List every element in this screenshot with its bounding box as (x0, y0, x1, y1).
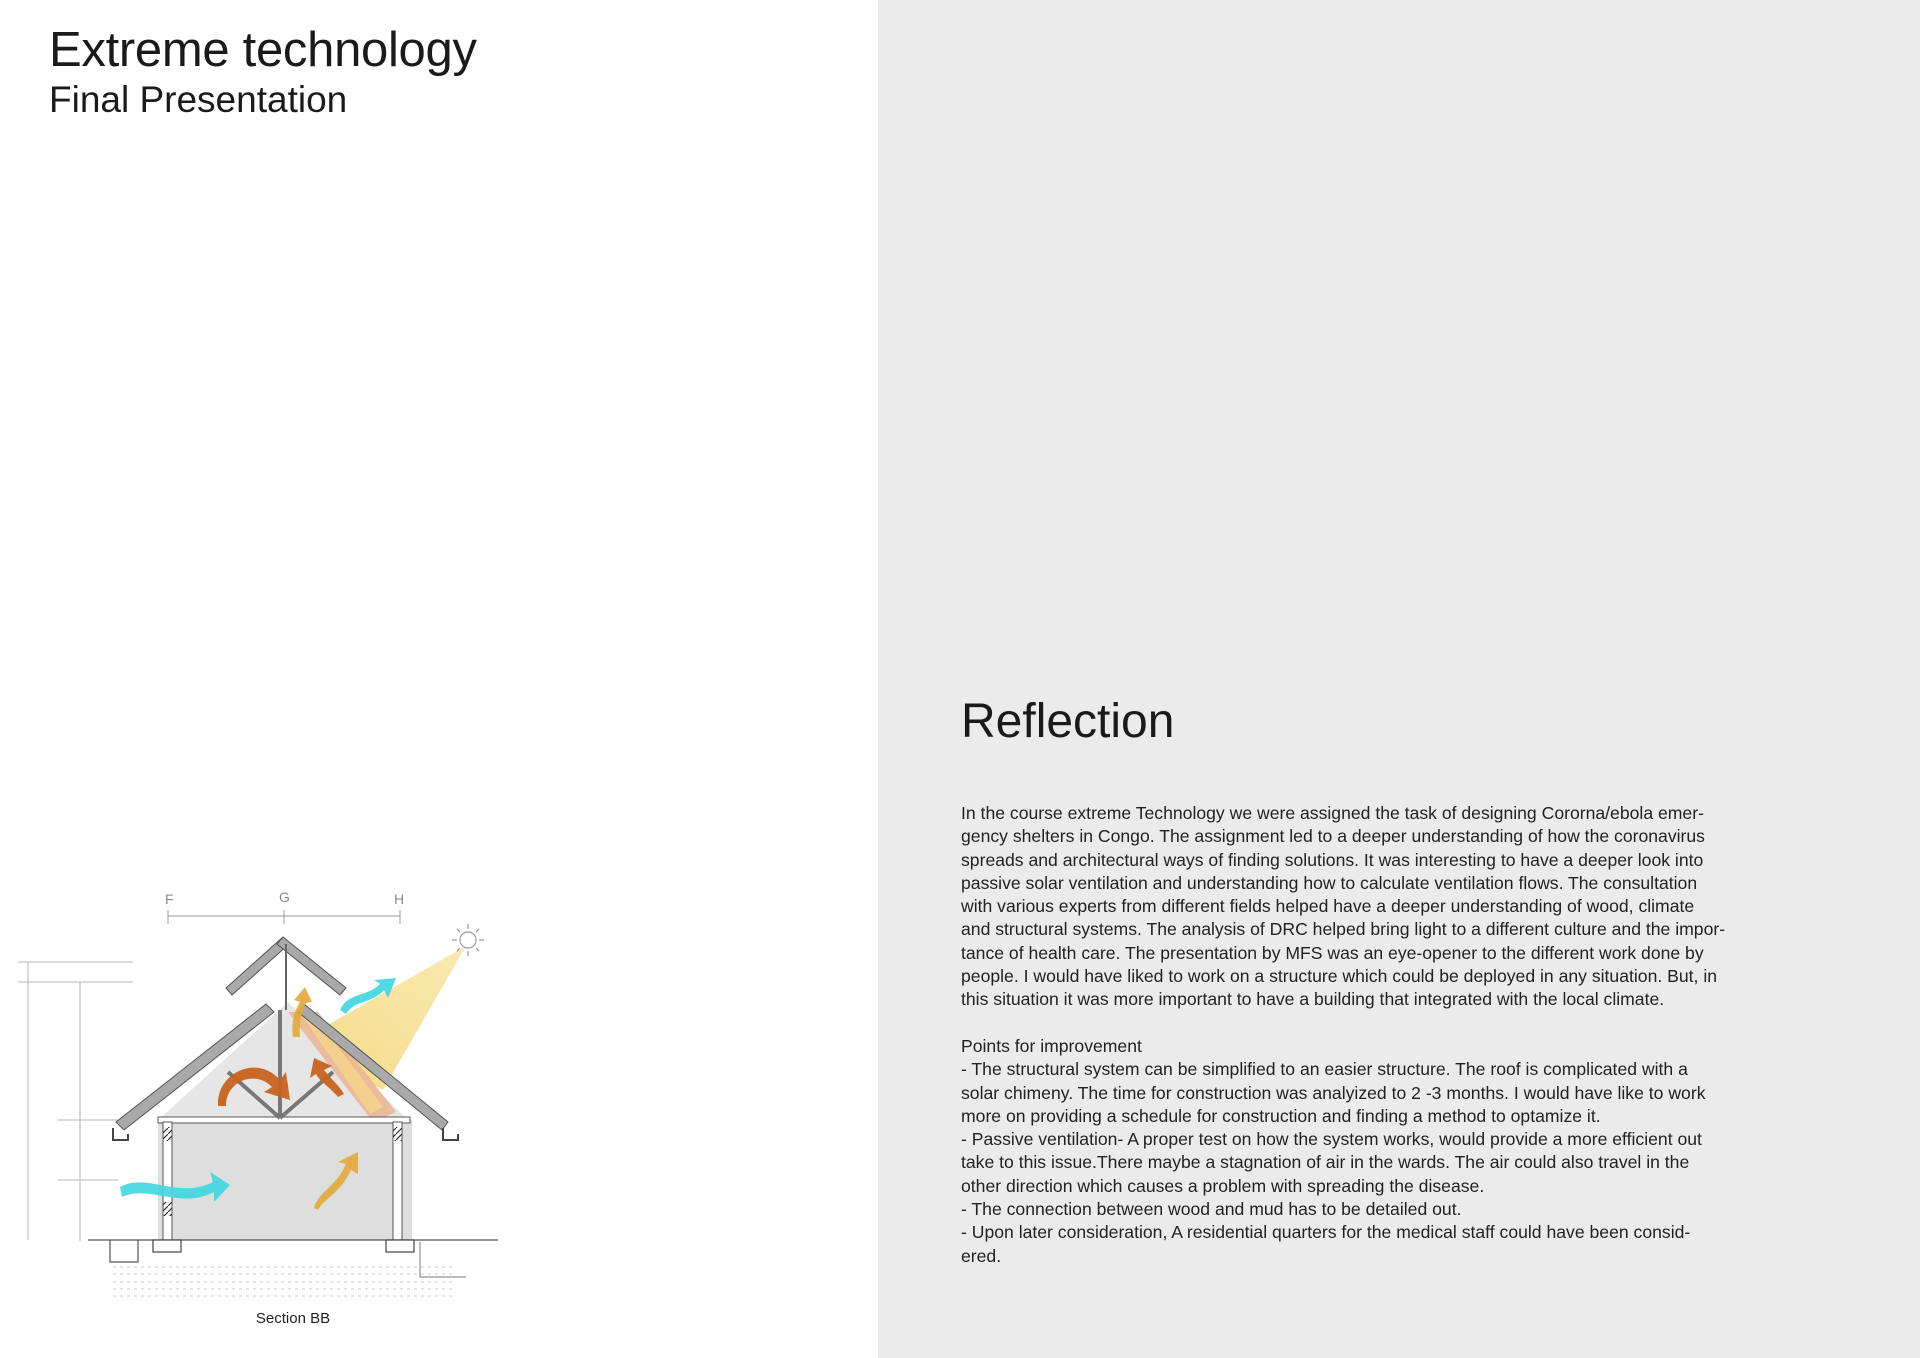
points-line: other direction which causes a problem with spreading the disease. (961, 1175, 1485, 1196)
paragraph-line: tance of health care. The presentation by MFS was an eye-opener to the different work done by (961, 942, 1704, 963)
points-line: - The structural system can be simplified to an easier structure. The roof is complicated with a (961, 1059, 1688, 1080)
paragraph-line: spreads and architectural ways of finding solutions. It was interesting to have a deeper look into (961, 849, 1704, 870)
document-subtitle: Final Presentation (49, 79, 348, 120)
paragraph-line: passive solar ventilation and understanding how to calculate ventilation flows. The consultation (961, 872, 1698, 893)
drain-right (420, 1242, 466, 1277)
points-line: - Passive ventilation- A proper test on how the system works, would provide a more efficient out (961, 1129, 1702, 1150)
right-foundation (386, 1240, 414, 1252)
paragraph-line: In the course extreme Technology we were assigned the task of designing Cororna/ebola emer- (961, 803, 1704, 823)
points-line: more on providing a schedule for construction and finding a method to optamize it. (961, 1105, 1601, 1126)
left-gutter (113, 1128, 128, 1140)
right-panel (878, 0, 1920, 1358)
paragraph-line: gency shelters in Congo. The assignment led to a deeper understanding of how the coronavirus (961, 826, 1705, 847)
height-dimension-lines (18, 962, 133, 1242)
interior-space (158, 1120, 412, 1240)
paragraph-line: people. I would have liked to work on a structure which could be deployed in any situation. But, in (961, 966, 1718, 987)
reflection-paragraph (961, 802, 1821, 1012)
points-line: solar chimeny. The time for construction was analyized to 2 -3 months. I would have like to work (961, 1082, 1706, 1103)
points-line: ered. (961, 1245, 1002, 1266)
grid-label-h: H (394, 891, 405, 907)
points-line: - The connection between wood and mud has to be detailed out. (961, 1199, 1462, 1220)
section-caption: Section BB (255, 1310, 331, 1327)
paragraph-line: and structural systems. The analysis of DRC helped bring light to a different culture and the impor- (961, 919, 1726, 940)
grid-label-f: F (165, 891, 174, 907)
section-drawing (18, 882, 508, 1302)
left-panel (0, 0, 878, 1358)
grid-label-g: G (279, 889, 290, 905)
improvement-points-list (961, 1058, 1821, 1268)
grid-dimension-line (168, 910, 400, 924)
points-line: - Upon later consideration, A residential quarters for the medical staff could have been consid- (961, 1222, 1691, 1243)
section-bb-figure (18, 882, 508, 1352)
soil-pattern (113, 1267, 453, 1296)
document-title: Extreme technology (49, 23, 477, 77)
left-foundation (153, 1240, 181, 1252)
left-wall-hatch (163, 1127, 172, 1141)
right-gutter (443, 1128, 458, 1140)
points-line: take to this issue.There maybe a stagnation of air in the wards. The air could also travel in the (961, 1152, 1690, 1173)
reflection-body (961, 802, 1821, 1268)
paragraph-line: this situation it was more important to have a building that integrated with the local climate. (961, 989, 1665, 1010)
sun-icon (452, 924, 484, 956)
paragraph-gap (961, 1012, 1821, 1035)
ceiling-beam (158, 1117, 410, 1123)
drain-left (110, 1240, 138, 1262)
upper-roof-right (277, 937, 346, 995)
reflection-title: Reflection (961, 695, 1175, 748)
points-heading: Points for improvement (961, 1035, 1142, 1056)
left-wall-hatch-low (163, 1202, 172, 1216)
paragraph-line: with various experts from different fields helped have a deeper understanding of wood, climate (961, 896, 1695, 917)
right-wall-hatch (393, 1127, 402, 1141)
